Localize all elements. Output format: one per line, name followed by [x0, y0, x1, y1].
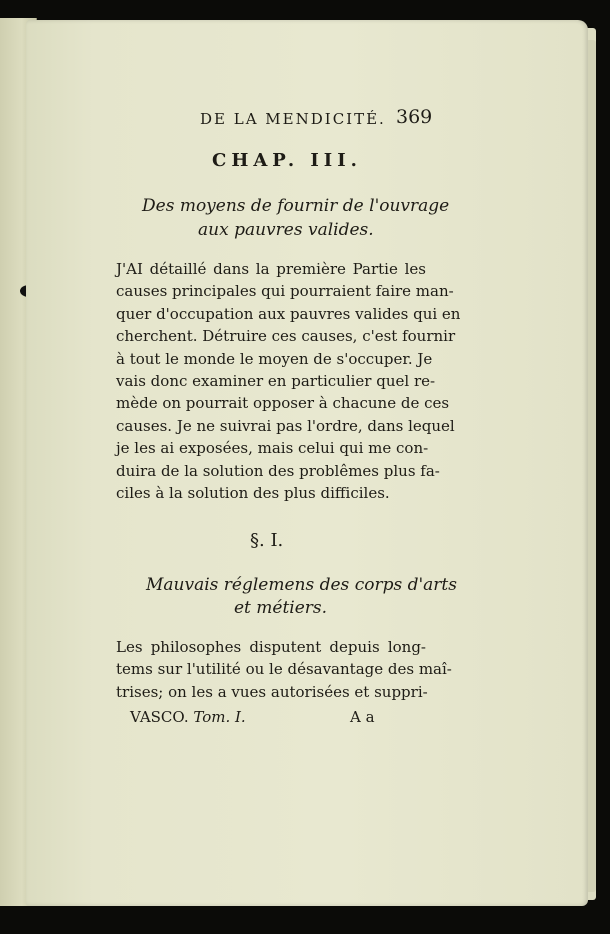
- gathering-mark: A a: [350, 708, 375, 726]
- section-title-line-1: Mauvais réglemens des corps d'arts: [146, 575, 457, 595]
- text-line: cherchent. Détruire ces causes, c'est fournir: [116, 327, 456, 346]
- text-line: J'AI détaillé dans la première Partie les: [116, 260, 426, 278]
- running-head: DE LA MENDICITÉ.: [200, 110, 386, 128]
- section-title-line-2: et métiers.: [234, 598, 328, 618]
- text-line: causes principales qui pourraient faire man-: [116, 282, 454, 301]
- tome-label: Tom. I.: [193, 708, 246, 726]
- text-line: duira de la solution des problêmes plus fa-: [116, 461, 440, 480]
- text-line: trises; on les a vues autorisées et suppri-: [116, 682, 428, 701]
- signature-name: VASCO.: [130, 708, 189, 726]
- text-line: ciles à la solution des plus difficiles.: [116, 483, 390, 502]
- chapter-subtitle-line-1: Des moyens de fournir de l'ouvrage: [142, 196, 450, 216]
- paragraph-2: [116, 636, 452, 703]
- text-line: je les ai exposées, mais celui qui me con-: [116, 439, 429, 458]
- printer-signature: [130, 708, 246, 726]
- text-line: causes. Je ne suivrai pas l'ordre, dans lequel: [116, 416, 455, 435]
- text-line: vais donc examiner en particulier quel re-: [116, 371, 436, 390]
- chapter-subtitle-line-2: aux pauvres valides.: [198, 220, 374, 240]
- page-number: 369: [396, 106, 433, 128]
- chapter-title: CHAP. III.: [212, 150, 362, 171]
- text-line: à tout le monde le moyen de s'occuper. Je: [116, 349, 433, 368]
- section-mark: §. I.: [250, 530, 284, 551]
- text-line: tems sur l'utilité ou le désavantage des maî-: [116, 660, 452, 679]
- text-line: mède on pourrait opposer à chacune de ces: [116, 394, 450, 413]
- paragraph-1: [116, 258, 461, 504]
- text-line: Les philosophes disputent depuis long-: [116, 638, 426, 656]
- text-line: quer d'occupation aux pauvres valides qui en: [116, 304, 461, 323]
